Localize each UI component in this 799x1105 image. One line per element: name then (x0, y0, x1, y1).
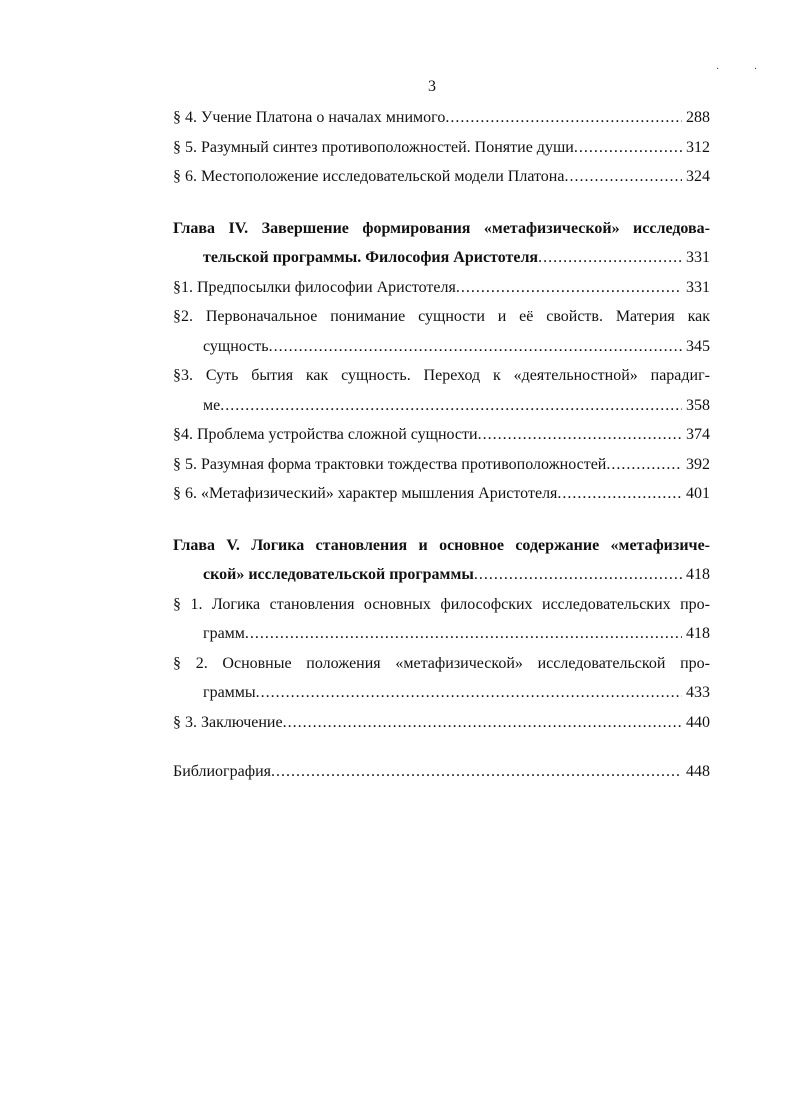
dot-leader (564, 162, 682, 192)
toc-entry (173, 479, 710, 509)
dot-leader (557, 479, 682, 509)
dot-leader (606, 450, 682, 480)
toc-entry-page: 331 (686, 278, 710, 296)
toc-entry-title: ме (203, 396, 221, 414)
toc-entry-title: §4. Проблема устройства сложной сущности (173, 426, 478, 443)
chapter-5-title: ской» исследовательской программы (203, 566, 474, 583)
toc-entry-title: грамм (203, 625, 245, 642)
toc-entry-page: 433 (686, 684, 710, 701)
dot-leader (256, 678, 682, 708)
toc-entry-line1: §3. Суть бытия как сущность. Переход к «деятельностной» парадиг- (173, 367, 710, 384)
toc-entry (173, 391, 710, 421)
toc-entry-line1: § 1. Логика становления основных философских исследовательских про- (173, 595, 710, 613)
toc-entry-page: 324 (686, 168, 710, 185)
scan-specks: · · (716, 64, 774, 75)
toc-entry (173, 420, 710, 450)
toc-entry-page: 345 (686, 337, 710, 355)
bibliography-page: 448 (686, 763, 710, 780)
chapter-5-heading: Глава V. Логика становления и основное содержание «метафизиче- (173, 536, 710, 554)
toc-entry-line1: § 2. Основные положения «метафизической» исследовательской про- (173, 654, 710, 672)
toc-entry-page: 440 (686, 713, 710, 731)
toc-entry-title: §1. Предпосылки философии Аристотеля (173, 278, 456, 296)
toc-entry-page: 401 (686, 485, 710, 502)
toc-entry-title: § 3. Заключение (173, 713, 283, 731)
toc-entry-page: 392 (686, 455, 710, 473)
dot-leader (245, 619, 682, 649)
chapter-5-heading-cont (173, 560, 710, 590)
dot-leader (538, 243, 682, 273)
dot-leader (574, 133, 682, 163)
dot-leader (445, 103, 682, 133)
dot-leader (271, 757, 682, 787)
toc-entry-page: 418 (686, 625, 710, 642)
bibliography-title: Библиография (173, 763, 271, 780)
toc-entry (173, 678, 710, 708)
toc-entry-title: сущность (203, 337, 269, 355)
dot-leader (220, 391, 682, 421)
toc-entry-page: 288 (686, 109, 710, 126)
toc-entry-title: § 6. Местоположение исследовательской модели Платона (173, 168, 565, 185)
toc-entry (173, 133, 710, 163)
chapter-5-page: 418 (686, 566, 710, 583)
toc-entry-page: 358 (686, 396, 710, 414)
toc-entry (173, 162, 710, 192)
toc-entry-title: § 5. Разумная форма трактовки тождества противоположностей (173, 455, 607, 473)
toc-entry-title: § 4. Учение Платона о началах мнимого (173, 109, 446, 126)
toc-entry-title: граммы (203, 684, 256, 701)
table-of-contents (173, 103, 710, 787)
toc-entry (173, 619, 710, 649)
chapter-4-heading-cont (173, 243, 710, 273)
chapter-4-page: 331 (686, 249, 710, 266)
dot-leader (269, 332, 682, 362)
toc-entry (173, 273, 710, 303)
toc-entry-page: 312 (686, 138, 710, 156)
chapter-4-heading: Глава IV. Завершение формирования «метафизической» исследова- (173, 219, 710, 237)
toc-entry (173, 708, 710, 738)
toc-entry (173, 103, 710, 133)
bibliography-entry (173, 757, 710, 787)
chapter-4-title: тельской программы. Философия Аристотеля (203, 249, 539, 266)
toc-entry (173, 450, 710, 480)
toc-entry-title: § 5. Разумный синтез противоположностей. Понятие души (173, 138, 574, 156)
dot-leader (283, 708, 682, 738)
toc-entry-page: 374 (686, 426, 710, 443)
toc-entry-line1: §2. Первоначальное понимание сущности и её свойств. Материя как (173, 308, 710, 325)
page-number: 3 (428, 78, 436, 95)
toc-entry-title: § 6. «Метафизический» характер мышления Аристотеля (173, 485, 558, 502)
toc-entry (173, 332, 710, 362)
dot-leader (474, 560, 682, 590)
dot-leader (456, 273, 682, 303)
dot-leader (478, 420, 682, 450)
